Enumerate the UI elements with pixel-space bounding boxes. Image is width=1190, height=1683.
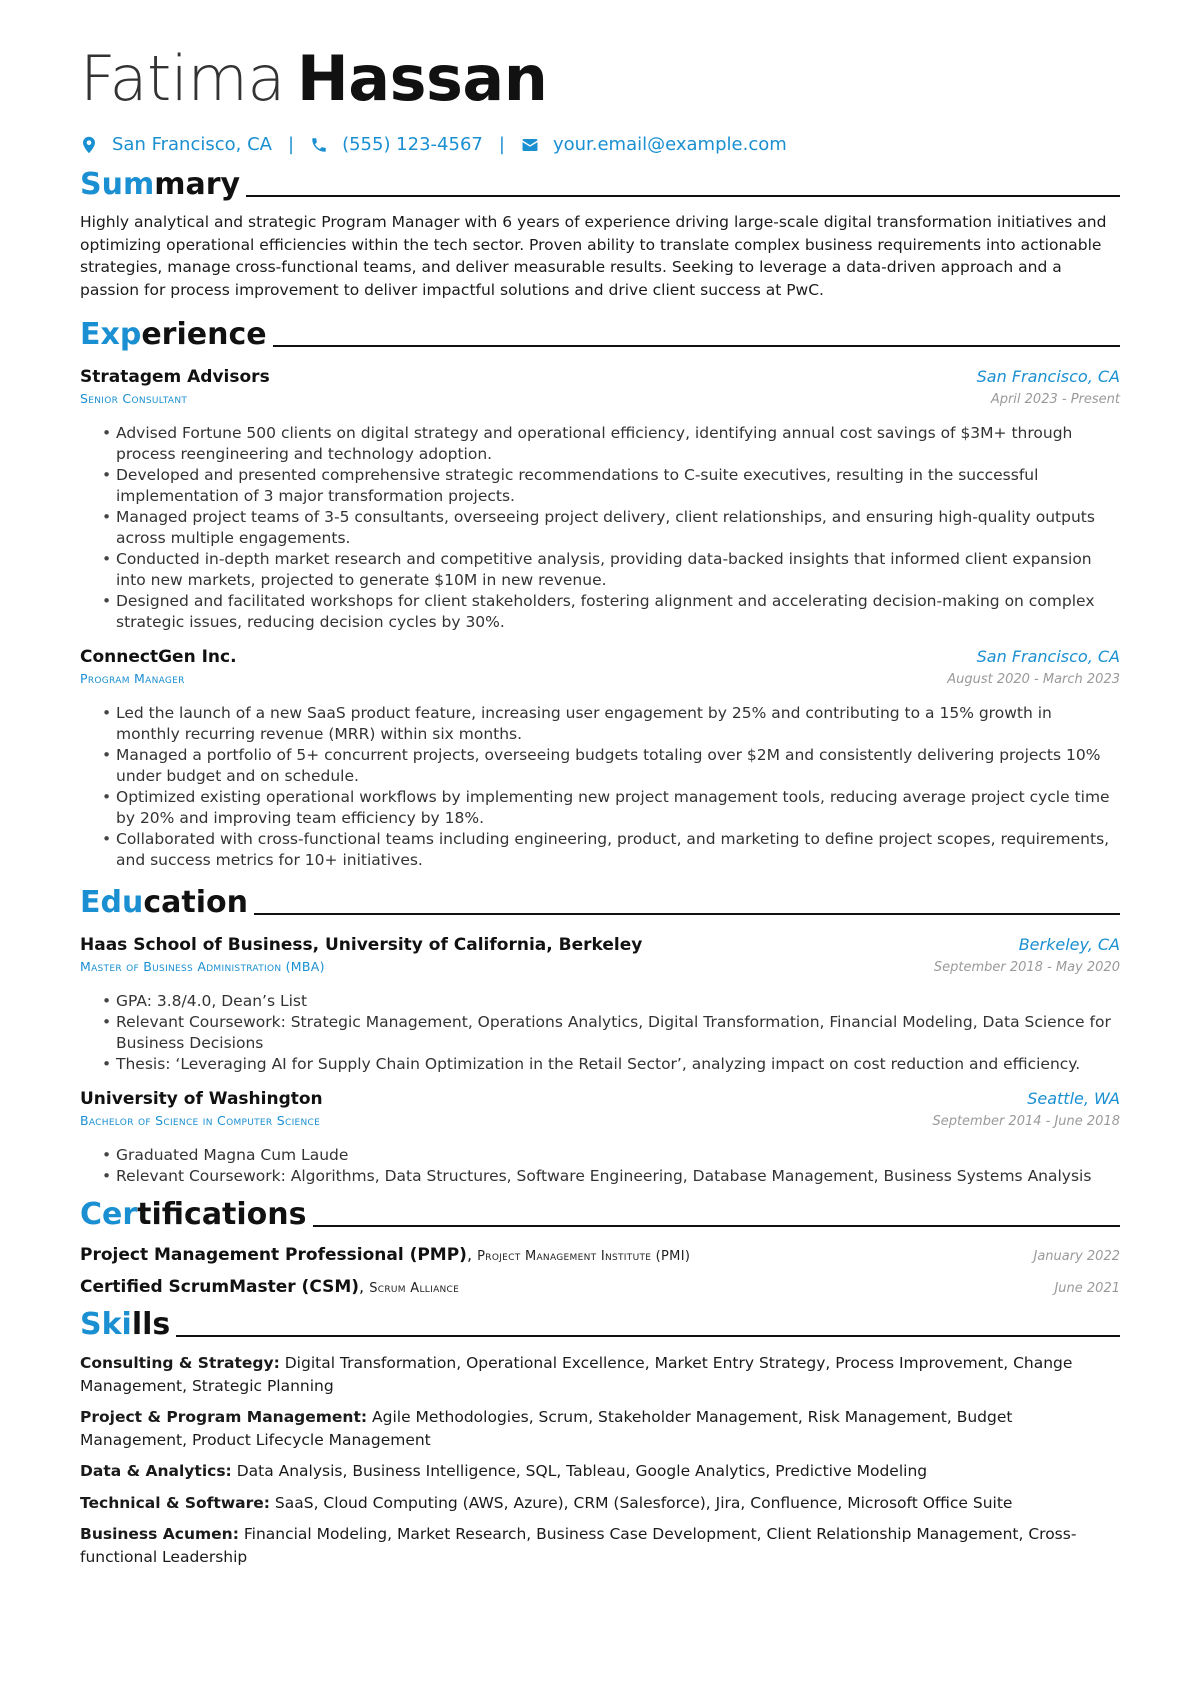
entry-location: Berkeley, CA — [1018, 935, 1120, 954]
entry-location: San Francisco, CA — [976, 367, 1120, 386]
section-rule — [254, 913, 1120, 915]
bullet-list — [80, 1145, 1120, 1187]
bullet-item: • Conducted in-depth market research and competitive analysis, providing data-backed insights that informed client expansion into new markets, projected to generate $10M in new revenue. — [102, 549, 1120, 591]
section-header — [80, 1303, 1120, 1343]
contact-separator: | — [287, 134, 295, 155]
skill-group — [80, 1492, 1120, 1515]
experience-section — [80, 313, 1120, 871]
section-title: Summary — [80, 167, 241, 202]
certification-item: Project Management Professional (PMP), Project Management Institute (PMI) January 2022 — [80, 1245, 1120, 1265]
certifications-section — [80, 1193, 1120, 1297]
bullet-item: • Managed a portfolio of 5+ concurrent projects, overseeing budgets totaling over $2M and consistently delivering projects 10% under budget and on schedule. — [102, 745, 1120, 787]
skill-group — [80, 1352, 1120, 1397]
degree-name: Master of Business Administration (MBA) — [80, 959, 325, 974]
bullet-item: • Advised Fortune 500 clients on digital strategy and operational efficiency, identifying annual cost savings of $3M+ through process reengineering and technology adoption. — [102, 423, 1120, 465]
bullet-list — [80, 991, 1120, 1075]
skill-label: Project & Program Management: — [80, 1408, 368, 1426]
experience-entry — [80, 367, 1120, 633]
bullet-item: • Designed and facilitated workshops for client stakeholders, fostering alignment and accelerating decision-making on complex strategic issues, reducing decision cycles by 30%. — [102, 591, 1120, 633]
skill-text: Financial Modeling, Market Research, Business Case Development, Client Relationship Management, Cross-functional Leadership — [80, 1525, 1077, 1566]
experience-entry — [80, 647, 1120, 871]
last-name: Hassan — [296, 42, 548, 115]
bullet-item: • Collaborated with cross-functional teams including engineering, product, and marketing to define project scopes, requirements, and success metrics for 10+ initiatives. — [102, 829, 1120, 871]
section-rule — [273, 345, 1120, 347]
skill-label: Data & Analytics: — [80, 1462, 232, 1480]
section-title: Certifications — [80, 1197, 307, 1232]
bullet-item: • Optimized existing operational workflows by implementing new project management tools, reducing average project cycle time by 20% and improving team efficiency by 18%. — [102, 787, 1120, 829]
skill-label: Consulting & Strategy: — [80, 1354, 280, 1372]
contact-location — [80, 134, 272, 155]
education-entry — [80, 1089, 1120, 1187]
contact-phone[interactable] — [310, 134, 483, 155]
contact-email[interactable] — [521, 134, 787, 155]
skill-group — [80, 1406, 1120, 1451]
phone-text: (555) 123-4567 — [342, 134, 483, 155]
section-header — [80, 1193, 1120, 1233]
bullet-item: • GPA: 3.8/4.0, Dean’s List — [102, 991, 1120, 1012]
certification-date: January 2022 — [1033, 1249, 1120, 1264]
candidate-name — [80, 38, 1120, 120]
skill-text: Data Analysis, Business Intelligence, SQL, Tableau, Google Analytics, Predictive Modeling — [236, 1462, 928, 1480]
section-header — [80, 313, 1120, 353]
section-rule — [176, 1335, 1120, 1337]
map-pin-icon — [80, 136, 98, 154]
section-title: Skills — [80, 1307, 171, 1342]
bullet-item: • Led the launch of a new SaaS product feature, increasing user engagement by 25% and contributing to a 15% growth in monthly recurring revenue (MRR) within six months. — [102, 703, 1120, 745]
bullet-list — [80, 703, 1120, 871]
job-title: Senior Consultant — [80, 391, 188, 406]
location-text: San Francisco, CA — [112, 134, 272, 155]
summary-section — [80, 163, 1120, 301]
contact-line — [80, 134, 1120, 155]
entry-location: Seattle, WA — [1027, 1089, 1120, 1108]
summary-text: Highly analytical and strategic Program Manager with 6 years of experience driving large-scale digital transformation initiatives and optimizing operational efficiencies within the tech sector. Proven ability to translate complex business requirements into actionable strategies, manage cross-functional teams, and deliver measurable results. Seeking to leverage a data-driven approach and a passion for process improvement to deliver impactful solutions and drive client success at PwC. — [80, 213, 1107, 299]
degree-name: Bachelor of Science in Computer Science — [80, 1113, 321, 1128]
section-rule — [246, 195, 1120, 197]
entry-dates: August 2020 - March 2023 — [947, 672, 1120, 687]
section-header — [80, 881, 1120, 921]
employer-name: ConnectGen Inc. — [80, 647, 237, 667]
entry-dates: September 2014 - June 2018 — [932, 1114, 1120, 1129]
entry-dates: September 2018 - May 2020 — [933, 960, 1120, 975]
certification-date: June 2021 — [1054, 1281, 1120, 1296]
bullet-item: • Graduated Magna Cum Laude — [102, 1145, 1120, 1166]
skill-group — [80, 1523, 1120, 1568]
bullet-item: • Managed project teams of 3-5 consultants, overseeing project delivery, client relationships, and ensuring high-quality outputs across multiple engagements. — [102, 507, 1120, 549]
skill-group — [80, 1460, 1120, 1483]
certification-item: Certified ScrumMaster (CSM), Scrum Alliance June 2021 — [80, 1277, 1120, 1297]
first-name: Fatima — [80, 42, 285, 115]
employer-name: Stratagem Advisors — [80, 367, 270, 387]
entry-location: San Francisco, CA — [976, 647, 1120, 666]
skill-text: SaaS, Cloud Computing (AWS, Azure), CRM (Salesforce), Jira, Confluence, Microsoft Office Suite — [274, 1493, 1013, 1512]
skills-section — [80, 1303, 1120, 1568]
bullet-item: • Thesis: ‘Leveraging AI for Supply Chain Optimization in the Retail Sector’, analyzing impact on cost reduction and efficiency. — [102, 1054, 1120, 1075]
education-section — [80, 881, 1120, 1187]
skill-label: Business Acumen: — [80, 1525, 239, 1543]
envelope-icon — [521, 136, 539, 154]
skill-text: Digital Transformation, Operational Excellence, Market Entry Strategy, Process Improvement, Change Management, Strategic Planning — [80, 1354, 1073, 1395]
certification-issuer: Project Management Institute (PMI) — [477, 1249, 691, 1264]
section-title: Education — [80, 885, 248, 920]
section-rule — [313, 1225, 1120, 1227]
certification-name: Certified ScrumMaster (CSM) — [80, 1277, 360, 1297]
education-entry — [80, 935, 1120, 1075]
skill-label: Technical & Software: — [80, 1493, 270, 1512]
certification-name: Project Management Professional (PMP) — [80, 1245, 467, 1265]
skill-text: Agile Methodologies, Scrum, Stakeholder Management, Risk Management, Budget Management, Product Lifecycle Management — [80, 1408, 1013, 1449]
section-title: Experience — [80, 317, 267, 352]
entry-dates: April 2023 - Present — [990, 392, 1120, 407]
job-title: Program Manager — [80, 671, 185, 686]
school-name: University of Washington — [80, 1089, 323, 1109]
certification-issuer: Scrum Alliance — [369, 1281, 460, 1296]
phone-icon — [310, 136, 328, 154]
bullet-item: • Relevant Coursework: Algorithms, Data Structures, Software Engineering, Database Management, Business Systems Analysis — [102, 1166, 1120, 1187]
bullet-item: • Developed and presented comprehensive strategic recommendations to C-suite executives, resulting in the successful implementation of 3 major transformation projects. — [102, 465, 1120, 507]
bullet-list — [80, 423, 1120, 633]
bullet-item: • Relevant Coursework: Strategic Management, Operations Analytics, Digital Transformation, Financial Modeling, Data Science for Business Decisions — [102, 1012, 1120, 1054]
contact-separator: | — [498, 134, 505, 155]
section-header — [80, 163, 1120, 203]
email-text: your.email@example.com — [552, 134, 787, 155]
school-name: Haas School of Business, University of California, Berkeley — [80, 935, 643, 955]
